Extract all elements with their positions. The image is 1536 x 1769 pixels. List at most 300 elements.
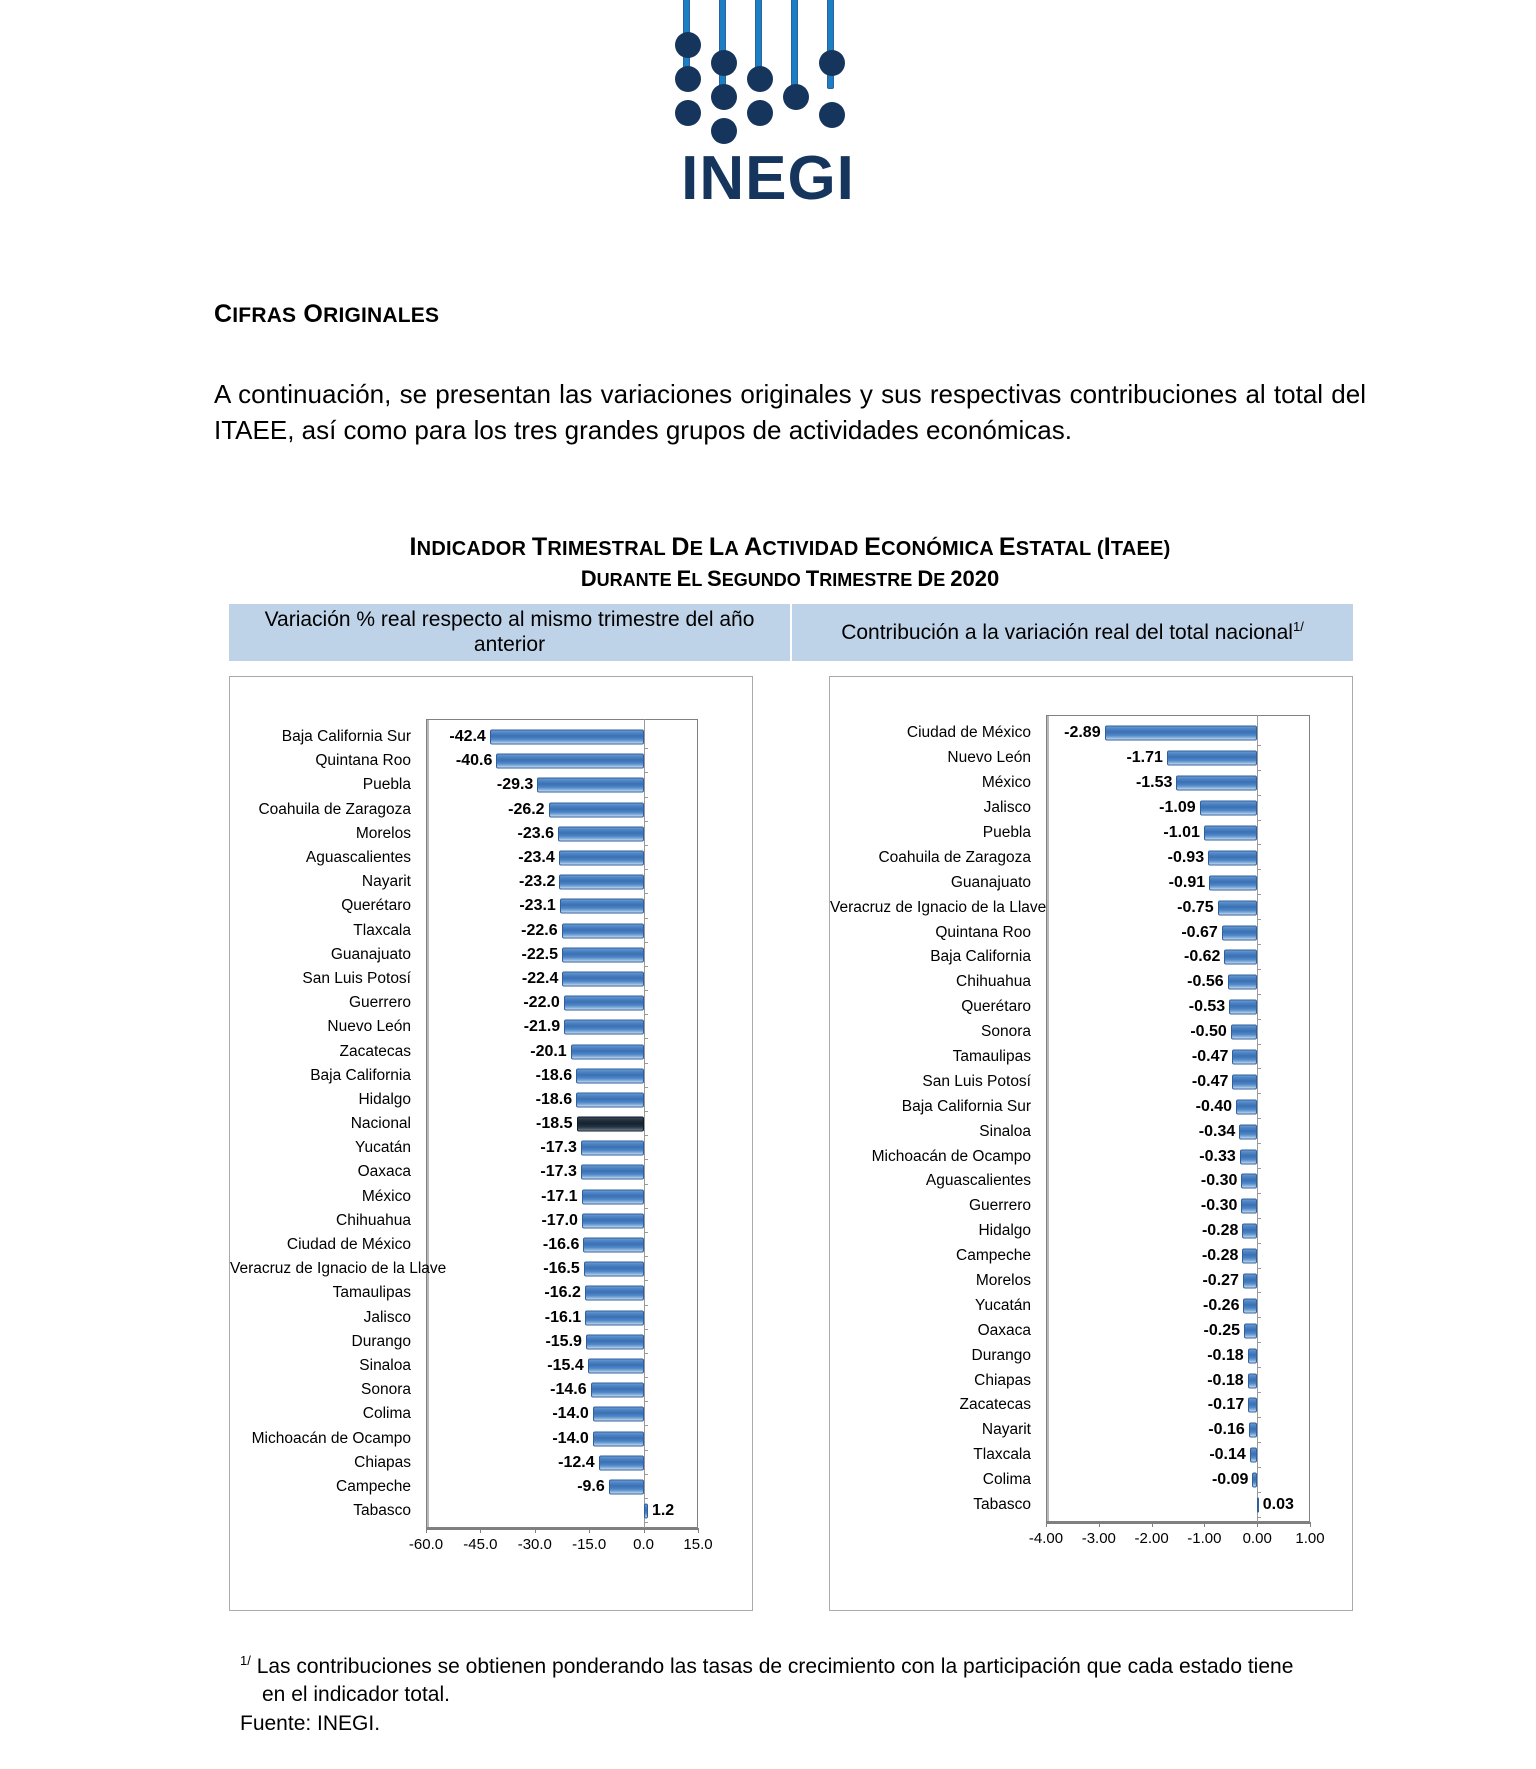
category-label: Oaxaca xyxy=(977,1321,1031,1339)
chart-row xyxy=(230,1088,752,1112)
category-label: Sonora xyxy=(981,1023,1031,1041)
x-axis-tick-label: -45.0 xyxy=(463,1535,498,1553)
value-label: -0.33 xyxy=(1199,1147,1236,1165)
chart-row xyxy=(230,894,752,918)
chart-row xyxy=(230,1233,752,1257)
category-label: Zacatecas xyxy=(959,1396,1031,1414)
inegi-logo-mark xyxy=(675,26,861,144)
logo-dot-11 xyxy=(819,102,845,128)
value-label: -0.53 xyxy=(1188,998,1226,1016)
data-bar xyxy=(581,1141,644,1156)
chart-row xyxy=(230,822,752,846)
category-label: Quintana Roo xyxy=(315,752,411,770)
category-label: Ciudad de México xyxy=(286,1236,411,1254)
footnote-marker: 1/ xyxy=(240,1653,251,1668)
chart-row xyxy=(230,1257,752,1281)
category-label: México xyxy=(361,1187,411,1205)
category-label: Chiapas xyxy=(354,1453,411,1471)
value-label: -0.47 xyxy=(1191,1072,1229,1090)
chart-row xyxy=(230,1160,752,1184)
logo-dot-6 xyxy=(711,118,737,144)
category-label: Querétaro xyxy=(341,897,411,915)
data-bar xyxy=(562,947,644,962)
data-bar xyxy=(1222,925,1257,940)
value-label: -0.18 xyxy=(1207,1346,1244,1364)
value-label: -0.62 xyxy=(1183,948,1221,966)
value-label: -23.6 xyxy=(517,824,554,842)
data-bar xyxy=(1232,1050,1257,1065)
x-axis-tick xyxy=(1257,1522,1258,1527)
x-axis-tick xyxy=(1152,1522,1153,1527)
data-bar xyxy=(1248,1398,1257,1413)
x-axis-tick xyxy=(589,1528,590,1533)
value-label: 1.2 xyxy=(651,1502,675,1520)
category-label: Veracruz de Ignacio de la Llave xyxy=(830,898,1047,916)
category-label: Coahuila de Zaragoza xyxy=(878,848,1031,866)
value-label: -0.14 xyxy=(1209,1446,1246,1464)
chart-row xyxy=(230,725,752,749)
category-label: Tamaulipas xyxy=(332,1284,411,1302)
chart-row xyxy=(830,895,1352,920)
data-bar xyxy=(1244,1323,1257,1338)
value-label: -0.91 xyxy=(1168,873,1206,891)
category-label: Puebla xyxy=(362,776,411,794)
chart-row xyxy=(230,870,752,894)
data-bar xyxy=(1241,1174,1257,1189)
data-bar xyxy=(1232,1074,1257,1089)
data-bar xyxy=(1231,1025,1257,1040)
column-header-variacion xyxy=(229,604,792,661)
value-label: -20.1 xyxy=(530,1042,567,1060)
value-label: -2.89 xyxy=(1064,724,1101,742)
category-label: Tabasco xyxy=(353,1502,411,1520)
value-label: -21.9 xyxy=(523,1018,561,1036)
data-bar xyxy=(577,1117,644,1132)
value-label: -23.4 xyxy=(518,849,555,867)
value-label: -17.1 xyxy=(541,1187,578,1205)
x-axis-tick xyxy=(426,1528,427,1533)
category-label: Baja California xyxy=(310,1066,411,1084)
data-bar xyxy=(1209,875,1257,890)
document-content xyxy=(214,300,1366,449)
chart-row xyxy=(830,721,1352,746)
data-bar xyxy=(560,899,644,914)
category-label: Aguascalientes xyxy=(305,849,411,867)
data-bar xyxy=(591,1383,644,1398)
chart-row xyxy=(830,1418,1352,1443)
value-label: -23.1 xyxy=(519,897,556,915)
category-label: Baja California Sur xyxy=(901,1097,1031,1115)
value-label: -1.09 xyxy=(1159,799,1196,817)
data-bar xyxy=(599,1455,644,1470)
chart-row xyxy=(230,1426,752,1450)
chart-row xyxy=(830,1269,1352,1294)
category-label: Oaxaca xyxy=(357,1163,411,1181)
logo-dot-7 xyxy=(747,66,773,92)
value-label: -12.4 xyxy=(558,1453,595,1471)
value-label: -1.71 xyxy=(1126,749,1163,767)
logo-dot-2 xyxy=(675,66,701,92)
chart-row xyxy=(830,821,1352,846)
value-label: -0.50 xyxy=(1190,1023,1227,1041)
x-axis-tick-label: -15.0 xyxy=(572,1535,607,1553)
chart-row xyxy=(230,1112,752,1136)
data-bar xyxy=(562,923,644,938)
data-bar xyxy=(644,1504,648,1519)
data-bar xyxy=(496,754,643,769)
category-label: Guanajuato xyxy=(330,945,411,963)
chart-row xyxy=(230,1330,752,1354)
x-axis-tick-label: 0.0 xyxy=(633,1535,655,1553)
data-bar xyxy=(1249,1423,1257,1438)
data-bar xyxy=(609,1479,644,1494)
chart-row xyxy=(230,1306,752,1330)
figure-column-headers xyxy=(229,604,1353,661)
x-axis-tick-label: 15.0 xyxy=(683,1535,713,1553)
x-axis-tick xyxy=(1204,1522,1205,1527)
category-label: Durango xyxy=(971,1346,1031,1364)
value-label: -23.2 xyxy=(518,873,556,891)
chart-panel-variacion xyxy=(229,676,753,1611)
chart-contribucion-plot xyxy=(830,677,1352,1610)
category-label: Yucatán xyxy=(354,1139,411,1157)
data-bar xyxy=(564,1020,643,1035)
value-label: -0.40 xyxy=(1195,1097,1233,1115)
data-bar xyxy=(585,1286,644,1301)
category-label: Chihuahua xyxy=(956,973,1031,991)
value-label: -14.0 xyxy=(552,1405,589,1423)
column-header-contribucion-text: Contribución a la variación real del total nacional xyxy=(841,621,1293,645)
chart-row xyxy=(830,1244,1352,1269)
x-axis-tick xyxy=(698,1528,699,1533)
category-label: Yucatán xyxy=(974,1296,1031,1314)
chart-row xyxy=(230,1499,752,1523)
value-label: -0.25 xyxy=(1203,1321,1240,1339)
category-label: Chihuahua xyxy=(336,1211,411,1229)
x-axis-tick-label: -1.00 xyxy=(1187,1529,1222,1547)
value-label: -15.4 xyxy=(547,1356,584,1374)
value-label: -0.30 xyxy=(1200,1172,1238,1190)
value-label: -0.28 xyxy=(1201,1222,1239,1240)
chart-row xyxy=(230,773,752,797)
category-label: Baja California xyxy=(930,948,1031,966)
x-axis-tick xyxy=(1046,1522,1047,1527)
data-bar xyxy=(1224,950,1257,965)
chart-row xyxy=(230,1451,752,1475)
data-bar xyxy=(549,802,644,817)
data-bar xyxy=(586,1334,644,1349)
data-bar xyxy=(1242,1249,1257,1264)
chart-row xyxy=(830,746,1352,771)
x-axis-tick xyxy=(535,1528,536,1533)
x-axis-line xyxy=(1046,1522,1310,1524)
category-label: México xyxy=(981,774,1031,792)
category-label: San Luis Potosí xyxy=(302,969,411,987)
data-bar xyxy=(1208,850,1257,865)
data-bar xyxy=(582,1189,644,1204)
category-label: Morelos xyxy=(355,824,411,842)
footnote-line-1 xyxy=(240,1652,1370,1681)
chart-rows xyxy=(830,721,1352,1518)
category-label: Colima xyxy=(362,1405,411,1423)
value-label: -0.30 xyxy=(1200,1197,1238,1215)
category-label: Nayarit xyxy=(981,1421,1031,1439)
chart-row xyxy=(830,945,1352,970)
chart-row xyxy=(830,1119,1352,1144)
value-label: -0.67 xyxy=(1181,923,1218,941)
value-label: -22.0 xyxy=(523,994,560,1012)
x-axis-tick-label: -60.0 xyxy=(408,1535,444,1553)
chart-row xyxy=(830,1045,1352,1070)
chart-panel-contribucion xyxy=(829,676,1353,1611)
data-bar xyxy=(593,1431,644,1446)
category-label: Guerrero xyxy=(968,1197,1031,1215)
data-bar xyxy=(1200,801,1258,816)
value-label: -0.26 xyxy=(1203,1296,1240,1314)
footnote-text-1: Las contribuciones se obtienen ponderando las tasas de crecimiento con la participación que cada estado tiene xyxy=(256,1655,1294,1678)
category-label: Aguascalientes xyxy=(925,1172,1031,1190)
category-label: Querétaro xyxy=(961,998,1031,1016)
value-label: -17.3 xyxy=(540,1163,577,1181)
chart-row xyxy=(230,1281,752,1305)
chart-row xyxy=(830,1293,1352,1318)
chart-row xyxy=(830,1069,1352,1094)
chart-row xyxy=(230,919,752,943)
data-bar xyxy=(581,1165,644,1180)
chart-row xyxy=(230,967,752,991)
chart-row xyxy=(830,1020,1352,1045)
value-label: -0.93 xyxy=(1167,848,1205,866)
category-label: Tamaulipas xyxy=(952,1048,1031,1066)
category-label: Michoacán de Ocampo xyxy=(251,1429,411,1447)
x-axis-tick xyxy=(1099,1522,1100,1527)
data-bar xyxy=(1105,726,1258,741)
data-bar xyxy=(1243,1298,1257,1313)
chart-row xyxy=(230,1015,752,1039)
logo-dot-3 xyxy=(675,100,701,126)
category-label: Guanajuato xyxy=(950,873,1031,891)
chart-row xyxy=(230,1475,752,1499)
logo-dot-1 xyxy=(675,32,701,58)
category-label: Morelos xyxy=(975,1272,1031,1290)
data-bar xyxy=(582,1213,644,1228)
category-label: Nuevo León xyxy=(947,749,1031,767)
x-axis-tick-label: -2.00 xyxy=(1134,1529,1169,1547)
chart-variacion-plot xyxy=(230,677,752,1610)
data-bar xyxy=(1204,826,1257,841)
data-bar xyxy=(1242,1224,1257,1239)
value-label: -42.4 xyxy=(449,728,486,746)
footnote-marker-header: 1/ xyxy=(1292,619,1304,635)
category-label: San Luis Potosí xyxy=(922,1072,1031,1090)
data-bar xyxy=(558,826,644,841)
data-bar xyxy=(559,875,643,890)
chart-row xyxy=(830,870,1352,895)
category-label: Quintana Roo xyxy=(935,923,1031,941)
value-label: -16.6 xyxy=(542,1236,580,1254)
chart-row xyxy=(830,1169,1352,1194)
chart-row xyxy=(230,1136,752,1160)
axis-tick-mark xyxy=(1257,1517,1261,1518)
x-axis-tick-label: -3.00 xyxy=(1081,1529,1116,1547)
data-bar xyxy=(564,996,644,1011)
page-title xyxy=(214,300,1366,329)
data-bar xyxy=(1243,1274,1257,1289)
logo-dot-10 xyxy=(819,50,845,76)
value-label: -18.5 xyxy=(536,1115,573,1133)
footnote-source: Fuente: INEGI. xyxy=(240,1712,381,1736)
data-bar xyxy=(593,1407,644,1422)
chart-row xyxy=(830,1318,1352,1343)
value-label: -15.9 xyxy=(545,1332,582,1350)
category-label: Tlaxcala xyxy=(353,921,411,939)
value-label: -18.6 xyxy=(535,1090,573,1108)
data-bar xyxy=(1241,1199,1257,1214)
chart-row xyxy=(830,995,1352,1020)
chart-row xyxy=(230,749,752,773)
data-bar xyxy=(537,778,643,793)
chart-row xyxy=(830,1219,1352,1244)
intro-paragraph: A continuación, se presentan las variaciones originales y sus respectivas contribuciones al total del ITAEE, así como para los tres grandes grupos de actividades económicas. xyxy=(214,379,1366,445)
value-label: -1.01 xyxy=(1163,824,1200,841)
chart-row xyxy=(230,1402,752,1426)
column-header-contribucion-label xyxy=(841,619,1304,646)
category-label: Guerrero xyxy=(348,994,411,1012)
value-label: -0.75 xyxy=(1177,898,1214,916)
value-label: -22.4 xyxy=(521,969,559,987)
category-label: Sinaloa xyxy=(979,1122,1031,1140)
chart-row xyxy=(830,845,1352,870)
figure-title-line2: DURANTE EL SEGUNDO TRIMESTRE DE 2020 xyxy=(580,566,1000,591)
category-label: Nayarit xyxy=(361,873,411,891)
data-bar xyxy=(1248,1373,1258,1388)
category-label: Veracruz de Ignacio de la Llave xyxy=(230,1260,447,1278)
chart-row xyxy=(830,1194,1352,1219)
value-label: -14.6 xyxy=(550,1381,587,1399)
value-label: -26.2 xyxy=(508,800,545,818)
value-label: -14.0 xyxy=(552,1429,589,1447)
value-label: -9.6 xyxy=(577,1477,605,1495)
value-label: -40.6 xyxy=(455,752,493,770)
data-bar xyxy=(1250,1448,1257,1463)
value-label: -0.16 xyxy=(1208,1421,1245,1439)
category-label: Jalisco xyxy=(363,1308,411,1326)
category-label: Durango xyxy=(351,1332,411,1350)
data-bar xyxy=(1218,900,1258,915)
chart-row xyxy=(230,1039,752,1063)
figure-title-line1: INDICADOR TRIMESTRAL DE LA ACTIVIDAD ECONÓMICA ESTATAL (ITAEE) xyxy=(409,533,1171,561)
value-label: -17.0 xyxy=(541,1211,578,1229)
value-label: 0.03 xyxy=(1262,1496,1294,1514)
footnote-text-2: en el indicador total. xyxy=(262,1682,450,1706)
logo-dot-8 xyxy=(747,100,773,126)
figure-title xyxy=(214,533,1366,592)
logo-dot-4 xyxy=(711,50,737,76)
x-axis-tick xyxy=(644,1528,645,1533)
chart-row xyxy=(230,1064,752,1088)
chart-rows xyxy=(230,725,752,1523)
column-header-variacion-label: Variación % real respecto al mismo trimestre del año anterior xyxy=(264,607,755,656)
category-label: Coahuila de Zaragoza xyxy=(258,800,411,818)
chart-row xyxy=(230,1209,752,1233)
data-bar xyxy=(584,1262,644,1277)
category-label: Sinaloa xyxy=(359,1356,411,1374)
x-axis-line xyxy=(426,1528,698,1530)
data-bar xyxy=(1239,1124,1257,1139)
category-label: Hidalgo xyxy=(978,1222,1031,1240)
chart-row xyxy=(830,1368,1352,1393)
data-bar xyxy=(559,851,644,866)
value-label: -18.6 xyxy=(535,1066,573,1084)
x-axis-tick-label: 1.00 xyxy=(1295,1529,1325,1547)
value-label: -0.28 xyxy=(1201,1247,1239,1265)
value-label: -16.1 xyxy=(544,1308,582,1326)
chart-row xyxy=(830,1144,1352,1169)
chart-row xyxy=(830,1393,1352,1418)
category-label: Ciudad de México xyxy=(906,724,1031,742)
data-bar xyxy=(562,971,643,986)
logo-dot-9 xyxy=(783,84,809,110)
value-label: -1.53 xyxy=(1135,774,1173,792)
data-bar xyxy=(1252,1473,1257,1488)
category-label: Tabasco xyxy=(973,1496,1031,1514)
chart-row xyxy=(830,970,1352,995)
category-label: Chiapas xyxy=(974,1371,1031,1389)
category-label: Puebla xyxy=(982,824,1031,841)
data-bar xyxy=(1236,1099,1257,1114)
data-bar xyxy=(576,1092,643,1107)
value-label: -22.6 xyxy=(521,921,558,939)
data-bar xyxy=(1229,1000,1257,1015)
data-bar xyxy=(1248,1348,1258,1363)
chart-row xyxy=(230,1378,752,1402)
value-label: -16.2 xyxy=(544,1284,581,1302)
category-label: Nuevo León xyxy=(327,1018,411,1036)
x-axis-tick-label: 0.00 xyxy=(1242,1529,1272,1547)
data-bar xyxy=(583,1238,643,1253)
logo-dot-5 xyxy=(711,84,737,110)
value-label: -0.18 xyxy=(1207,1371,1244,1389)
logo-bar-4 xyxy=(791,0,798,89)
value-label: -29.3 xyxy=(496,776,534,794)
charts-container xyxy=(229,676,1353,1611)
data-bar xyxy=(490,730,644,745)
inegi-logo xyxy=(0,0,1536,213)
chart-row xyxy=(830,1343,1352,1368)
x-axis-tick-label: -4.00 xyxy=(1028,1529,1064,1547)
x-axis-tick-label: -30.0 xyxy=(517,1535,552,1553)
chart-row xyxy=(830,1094,1352,1119)
chart-row xyxy=(230,1354,752,1378)
value-label: -0.56 xyxy=(1187,973,1224,991)
section-title-text: CIFRAS ORIGINALES xyxy=(214,300,440,328)
category-label: Baja California Sur xyxy=(281,728,411,746)
data-bar xyxy=(576,1068,643,1083)
chart-row xyxy=(830,796,1352,821)
chart-row xyxy=(230,798,752,822)
chart-row xyxy=(230,846,752,870)
data-bar xyxy=(588,1358,644,1373)
chart-row xyxy=(830,1468,1352,1493)
value-label: -16.5 xyxy=(543,1260,580,1278)
column-header-contribucion xyxy=(792,604,1353,661)
value-label: -22.5 xyxy=(521,945,558,963)
axis-tick-mark xyxy=(644,1522,648,1523)
data-bar xyxy=(1240,1149,1257,1164)
value-label: -0.27 xyxy=(1202,1272,1239,1290)
category-label: Michoacán de Ocampo xyxy=(871,1147,1031,1165)
chart-row xyxy=(830,771,1352,796)
